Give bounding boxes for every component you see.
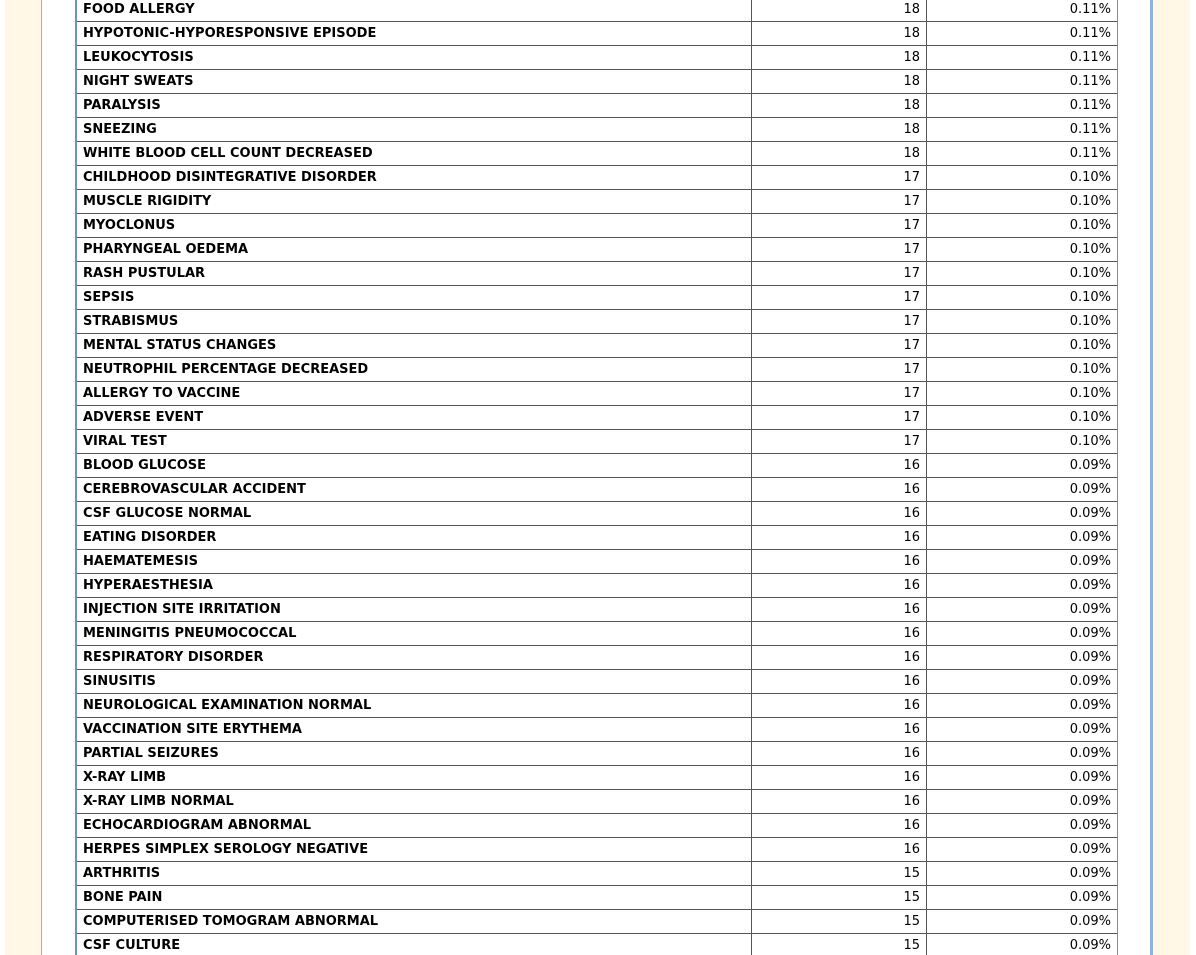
event-count-cell: 17 [752, 166, 927, 190]
table-row [76, 910, 1118, 934]
event-percent-cell: 0.10% [927, 334, 1119, 358]
event-count-cell: 15 [752, 934, 927, 955]
event-count-cell: 16 [752, 502, 927, 526]
table-row [76, 694, 1118, 718]
event-term-cell: INJECTION SITE IRRITATION [76, 598, 752, 622]
event-count-cell: 17 [752, 310, 927, 334]
event-percent-cell: 0.11% [927, 94, 1119, 118]
event-term-cell: COMPUTERISED TOMOGRAM ABNORMAL [76, 910, 752, 934]
event-percent-cell: 0.10% [927, 262, 1119, 286]
event-percent-cell: 0.10% [927, 238, 1119, 262]
event-term-cell: VACCINATION SITE ERYTHEMA [76, 718, 752, 742]
event-percent-cell: 0.09% [927, 910, 1119, 934]
event-percent-cell: 0.10% [927, 358, 1119, 382]
event-count-cell: 17 [752, 286, 927, 310]
event-percent-cell: 0.10% [927, 382, 1119, 406]
table-row [76, 886, 1118, 910]
table-row [76, 814, 1118, 838]
table-row [76, 790, 1118, 814]
event-percent-cell: 0.09% [927, 934, 1119, 955]
event-count-cell: 16 [752, 670, 927, 694]
event-count-cell: 17 [752, 214, 927, 238]
event-count-cell: 15 [752, 862, 927, 886]
table-row [76, 214, 1118, 238]
event-count-cell: 18 [752, 22, 927, 46]
event-count-cell: 16 [752, 790, 927, 814]
event-count-cell: 16 [752, 550, 927, 574]
adverse-event-table-body [76, 0, 1118, 955]
event-percent-cell: 0.11% [927, 0, 1119, 22]
event-percent-cell: 0.09% [927, 526, 1119, 550]
event-percent-cell: 0.10% [927, 310, 1119, 334]
event-term-cell: RESPIRATORY DISORDER [76, 646, 752, 670]
event-count-cell: 17 [752, 190, 927, 214]
event-percent-cell: 0.09% [927, 718, 1119, 742]
event-count-cell: 16 [752, 838, 927, 862]
event-percent-cell: 0.09% [927, 550, 1119, 574]
table-row [76, 502, 1118, 526]
event-percent-cell: 0.11% [927, 70, 1119, 94]
page-background-left [5, 0, 41, 955]
event-term-cell: NEUTROPHIL PERCENTAGE DECREASED [76, 358, 752, 382]
event-percent-cell: 0.09% [927, 766, 1119, 790]
event-count-cell: 18 [752, 94, 927, 118]
event-term-cell: MUSCLE RIGIDITY [76, 190, 752, 214]
event-term-cell: CHILDHOOD DISINTEGRATIVE DISORDER [76, 166, 752, 190]
event-count-cell: 17 [752, 358, 927, 382]
table-row [76, 622, 1118, 646]
event-count-cell: 17 [752, 334, 927, 358]
event-percent-cell: 0.09% [927, 838, 1119, 862]
event-percent-cell: 0.11% [927, 46, 1119, 70]
event-percent-cell: 0.11% [927, 22, 1119, 46]
event-count-cell: 16 [752, 454, 927, 478]
event-count-cell: 16 [752, 814, 927, 838]
event-count-cell: 17 [752, 406, 927, 430]
event-term-cell: X-RAY LIMB NORMAL [76, 790, 752, 814]
event-percent-cell: 0.09% [927, 646, 1119, 670]
event-percent-cell: 0.09% [927, 502, 1119, 526]
event-count-cell: 16 [752, 646, 927, 670]
event-count-cell: 15 [752, 886, 927, 910]
event-term-cell: LEUKOCYTOSIS [76, 46, 752, 70]
table-row [76, 550, 1118, 574]
table-row [76, 646, 1118, 670]
event-percent-cell: 0.09% [927, 574, 1119, 598]
event-percent-cell: 0.09% [927, 478, 1119, 502]
event-count-cell: 18 [752, 0, 927, 22]
adverse-event-table [75, 0, 1118, 955]
table-row [76, 190, 1118, 214]
event-count-cell: 16 [752, 766, 927, 790]
event-percent-cell: 0.09% [927, 862, 1119, 886]
event-percent-cell: 0.09% [927, 622, 1119, 646]
table-row [76, 262, 1118, 286]
event-term-cell: VIRAL TEST [76, 430, 752, 454]
table-row [76, 598, 1118, 622]
event-term-cell: CSF CULTURE [76, 934, 752, 955]
adverse-event-table-container [75, 0, 1118, 955]
table-row [76, 670, 1118, 694]
table-row [76, 742, 1118, 766]
event-percent-cell: 0.10% [927, 430, 1119, 454]
event-percent-cell: 0.09% [927, 742, 1119, 766]
table-row [76, 718, 1118, 742]
table-row [76, 286, 1118, 310]
table-row [76, 0, 1118, 22]
event-term-cell: RASH PUSTULAR [76, 262, 752, 286]
event-term-cell: SEPSIS [76, 286, 752, 310]
event-percent-cell: 0.10% [927, 286, 1119, 310]
event-percent-cell: 0.10% [927, 214, 1119, 238]
event-count-cell: 15 [752, 910, 927, 934]
event-percent-cell: 0.09% [927, 814, 1119, 838]
event-percent-cell: 0.11% [927, 118, 1119, 142]
table-row [76, 382, 1118, 406]
event-percent-cell: 0.09% [927, 886, 1119, 910]
event-term-cell: HERPES SIMPLEX SEROLOGY NEGATIVE [76, 838, 752, 862]
event-term-cell: MYOCLONUS [76, 214, 752, 238]
event-term-cell: SNEEZING [76, 118, 752, 142]
event-term-cell: ARTHRITIS [76, 862, 752, 886]
event-term-cell: STRABISMUS [76, 310, 752, 334]
event-count-cell: 16 [752, 526, 927, 550]
event-term-cell: BLOOD GLUCOSE [76, 454, 752, 478]
table-row [76, 526, 1118, 550]
table-row [76, 310, 1118, 334]
event-term-cell: WHITE BLOOD CELL COUNT DECREASED [76, 142, 752, 166]
event-term-cell: HYPERAESTHESIA [76, 574, 752, 598]
event-count-cell: 18 [752, 118, 927, 142]
event-term-cell: NIGHT SWEATS [76, 70, 752, 94]
event-count-cell: 18 [752, 70, 927, 94]
event-term-cell: BONE PAIN [76, 886, 752, 910]
table-row [76, 574, 1118, 598]
event-count-cell: 16 [752, 694, 927, 718]
table-row [76, 94, 1118, 118]
table-row [76, 334, 1118, 358]
event-term-cell: SINUSITIS [76, 670, 752, 694]
event-term-cell: PARTIAL SEIZURES [76, 742, 752, 766]
event-term-cell: CSF GLUCOSE NORMAL [76, 502, 752, 526]
event-count-cell: 18 [752, 142, 927, 166]
table-row [76, 118, 1118, 142]
event-count-cell: 17 [752, 430, 927, 454]
table-row [76, 142, 1118, 166]
table-row [76, 838, 1118, 862]
event-term-cell: PHARYNGEAL OEDEMA [76, 238, 752, 262]
event-percent-cell: 0.09% [927, 670, 1119, 694]
event-count-cell: 17 [752, 238, 927, 262]
event-percent-cell: 0.09% [927, 790, 1119, 814]
event-term-cell: FOOD ALLERGY [76, 0, 752, 22]
event-percent-cell: 0.09% [927, 454, 1119, 478]
event-term-cell: MENTAL STATUS CHANGES [76, 334, 752, 358]
event-count-cell: 16 [752, 574, 927, 598]
event-term-cell: CEREBROVASCULAR ACCIDENT [76, 478, 752, 502]
table-row [76, 70, 1118, 94]
event-percent-cell: 0.10% [927, 406, 1119, 430]
table-row [76, 478, 1118, 502]
event-term-cell: MENINGITIS PNEUMOCOCCAL [76, 622, 752, 646]
table-row [76, 358, 1118, 382]
table-row [76, 766, 1118, 790]
event-percent-cell: 0.10% [927, 166, 1119, 190]
event-term-cell: X-RAY LIMB [76, 766, 752, 790]
event-term-cell: NEUROLOGICAL EXAMINATION NORMAL [76, 694, 752, 718]
event-term-cell: HYPOTONIC-HYPORESPONSIVE EPISODE [76, 22, 752, 46]
event-term-cell: ECHOCARDIOGRAM ABNORMAL [76, 814, 752, 838]
event-count-cell: 18 [752, 46, 927, 70]
table-row [76, 862, 1118, 886]
table-row [76, 454, 1118, 478]
event-percent-cell: 0.11% [927, 142, 1119, 166]
event-term-cell: ADVERSE EVENT [76, 406, 752, 430]
event-count-cell: 17 [752, 262, 927, 286]
table-row [76, 46, 1118, 70]
event-term-cell: PARALYSIS [76, 94, 752, 118]
event-count-cell: 16 [752, 742, 927, 766]
event-percent-cell: 0.09% [927, 598, 1119, 622]
event-count-cell: 16 [752, 478, 927, 502]
table-row [76, 934, 1118, 955]
table-row [76, 166, 1118, 190]
table-row [76, 238, 1118, 262]
event-term-cell: ALLERGY TO VACCINE [76, 382, 752, 406]
event-term-cell: HAEMATEMESIS [76, 550, 752, 574]
event-term-cell: EATING DISORDER [76, 526, 752, 550]
table-row [76, 406, 1118, 430]
page-background-right [1154, 0, 1190, 955]
event-count-cell: 16 [752, 622, 927, 646]
event-count-cell: 17 [752, 382, 927, 406]
table-row [76, 22, 1118, 46]
event-count-cell: 16 [752, 598, 927, 622]
event-percent-cell: 0.09% [927, 694, 1119, 718]
table-row [76, 430, 1118, 454]
event-count-cell: 16 [752, 718, 927, 742]
event-percent-cell: 0.10% [927, 190, 1119, 214]
